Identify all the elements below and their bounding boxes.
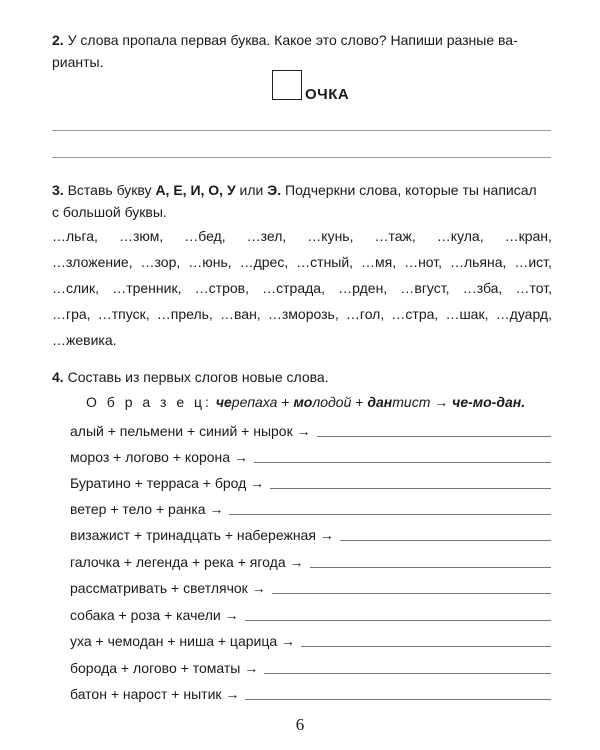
- word-item: …кула,: [436, 228, 484, 244]
- example-syllable-3: дан: [367, 394, 393, 410]
- exercise-text: рассматривать + светлячок →: [70, 580, 266, 596]
- example-word-3-rest: тист: [392, 394, 431, 410]
- example-result: че-мо-дан.: [452, 394, 526, 410]
- word-item: …шак,: [445, 306, 489, 322]
- word-item: …рден,: [338, 280, 388, 296]
- task-3-text-line2: с большой буквы.: [52, 204, 167, 220]
- answer-line[interactable]: [301, 634, 551, 647]
- word-item: …зюм,: [118, 228, 164, 244]
- example-word-1: [216, 394, 278, 410]
- word-item: …вгуст,: [400, 280, 450, 296]
- word-item: …льяна,: [449, 254, 507, 270]
- answer-line[interactable]: [340, 528, 551, 541]
- exercise-row: [70, 474, 551, 492]
- task-2-text: У слова пропала первая буква. Какое это слово? Напиши разные ва-: [67, 32, 518, 48]
- word-item: …льга,: [52, 228, 98, 244]
- answer-line[interactable]: [245, 687, 551, 700]
- answer-line[interactable]: [270, 476, 551, 489]
- word-item: …юнь,: [188, 254, 232, 270]
- exercise-text: борода + логово + томаты →: [70, 660, 259, 676]
- task-3-letters: А, Е, И, О, У: [155, 182, 236, 198]
- page-number: 6: [295, 715, 305, 734]
- exercise-row: [70, 526, 551, 544]
- example-syllable-2: мо: [293, 394, 313, 410]
- example-word-2: [293, 394, 351, 410]
- word-item: …жевика.: [52, 332, 117, 348]
- answer-line[interactable]: [264, 661, 551, 674]
- example-syllable-1: че: [215, 394, 232, 410]
- word-tail: ОЧКА: [305, 86, 350, 103]
- word-row-2: [52, 252, 552, 272]
- exercise-text: собака + роза + качели →: [70, 607, 239, 623]
- arrow-icon: →: [434, 394, 449, 410]
- word-item: …кунь,: [307, 228, 354, 244]
- exercise-row: [70, 632, 551, 650]
- exercise-row: [70, 659, 551, 677]
- exercise-text: визажист + тринадцать + набережная →: [70, 527, 334, 543]
- word-item: …зложение,: [52, 254, 133, 270]
- word-item: …тренник,: [112, 280, 182, 296]
- word-item: …зба,: [462, 280, 503, 296]
- exercise-row: [70, 579, 551, 597]
- word-item: …тот,: [515, 280, 552, 296]
- exercise-row: [70, 606, 551, 624]
- exercise-text: Буратино + терраса + брод →: [70, 475, 265, 491]
- word-item: …зор,: [140, 254, 181, 270]
- word-item: …дрес,: [239, 254, 289, 270]
- word-item: …мя,: [361, 254, 397, 270]
- answer-line-2[interactable]: [52, 157, 551, 158]
- task-3-text-or: или: [235, 182, 268, 198]
- answer-line[interactable]: [245, 608, 551, 621]
- exercise-row: [70, 685, 551, 703]
- example-line: [86, 392, 525, 412]
- answer-line-1[interactable]: [52, 130, 551, 131]
- answer-line[interactable]: [272, 581, 551, 594]
- task-4-number: 4.: [52, 369, 64, 385]
- word-row-4: [52, 304, 552, 324]
- answer-line[interactable]: [254, 450, 551, 463]
- task-2-instructions: [52, 29, 552, 73]
- plus-sign: +: [281, 394, 290, 410]
- word-row-1: [52, 226, 552, 246]
- exercise-text: алый + пельмени + синий + нырок →: [70, 423, 311, 439]
- word-item: …прель,: [156, 306, 213, 322]
- exercise-text: батон + нарост + нытик →: [70, 686, 240, 702]
- task-4-text: Составь из первых слогов новые слова.: [67, 369, 329, 385]
- exercise-text: галочка + легенда + река + ягода →: [70, 554, 304, 570]
- word-item: …страда,: [262, 280, 325, 296]
- exercise-row: [70, 422, 551, 440]
- word-row-3: [52, 278, 552, 298]
- word-item: …слик,: [52, 280, 100, 296]
- task-3-number: 3.: [52, 182, 64, 198]
- word-item: …стный,: [296, 254, 354, 270]
- task-3-text-a: Вставь букву: [67, 182, 156, 198]
- word-item: …стров,: [194, 280, 249, 296]
- task-3-instructions: [52, 179, 552, 223]
- task-3-text-b: Подчеркни слова, которые ты написал: [281, 182, 537, 198]
- word-item: …бед,: [184, 228, 226, 244]
- word-item: …зел,: [246, 228, 287, 244]
- plus-sign: +: [355, 394, 364, 410]
- exercise-row: [70, 553, 551, 571]
- word-item: …стра,: [391, 306, 439, 322]
- exercise-row: [70, 500, 551, 518]
- example-label: О б р а з е ц:: [86, 394, 212, 410]
- task-2-text-line2: рианты.: [52, 54, 104, 70]
- word-item: …кран,: [504, 228, 552, 244]
- answer-line[interactable]: [229, 502, 551, 515]
- answer-line[interactable]: [310, 555, 552, 568]
- exercise-text: мороз + логово + корона →: [70, 449, 248, 465]
- example-word-2-rest: лодой: [312, 394, 352, 410]
- exercise-row: [70, 448, 551, 466]
- task-4-instructions: [52, 366, 552, 388]
- word-item: …гра,: [52, 306, 91, 322]
- word-item: …ист,: [514, 254, 552, 270]
- word-item: …таж,: [374, 228, 416, 244]
- word-row-5: [52, 330, 552, 350]
- word-item: …гол,: [345, 306, 385, 322]
- answer-line[interactable]: [317, 424, 551, 437]
- task-2-number: 2.: [52, 32, 64, 48]
- word-item: …зморозь,: [267, 306, 339, 322]
- missing-letter-box[interactable]: [272, 70, 302, 100]
- word-item: …ван,: [220, 306, 261, 322]
- exercise-text: уха + чемодан + ниша + царица →: [70, 633, 296, 649]
- word-item: …нот,: [404, 254, 443, 270]
- word-item: …тпуск,: [97, 306, 150, 322]
- example-word-3: [367, 394, 430, 410]
- example-word-1-rest: репаха: [231, 394, 278, 410]
- word-item: …дуард,: [495, 306, 552, 322]
- exercise-text: ветер + тело + ранка →: [70, 501, 224, 517]
- task-3-letter-e: Э.: [267, 182, 282, 198]
